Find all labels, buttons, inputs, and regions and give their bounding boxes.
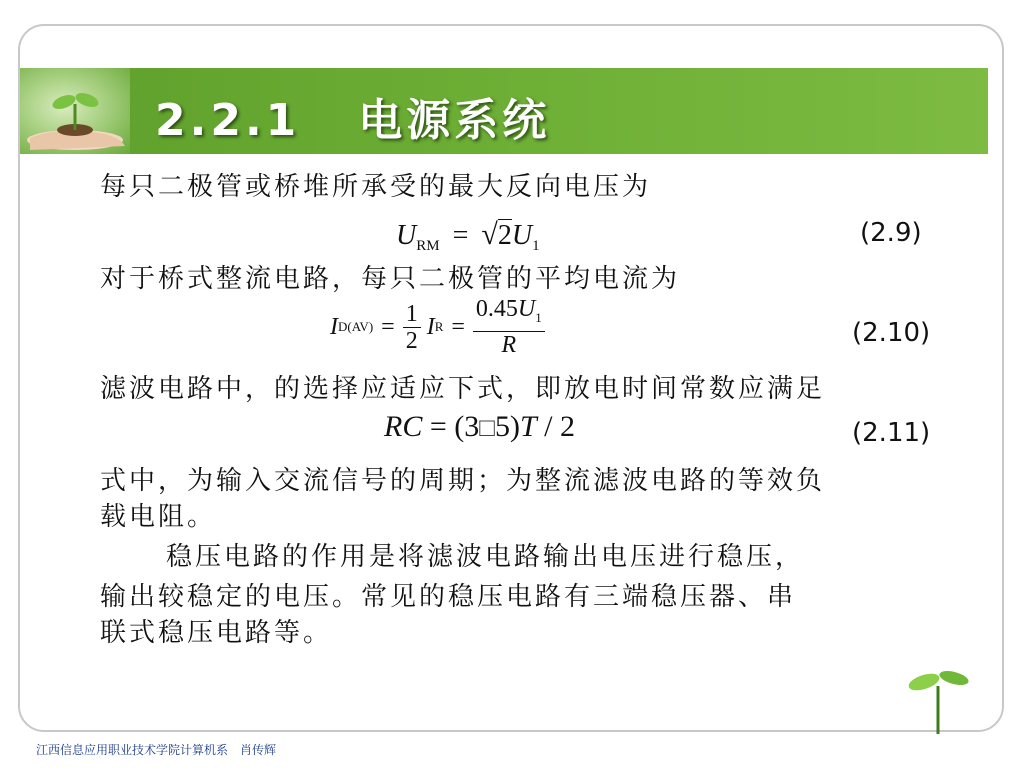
equation-number-2-10: (2.10)	[852, 318, 931, 348]
paragraph-regulator-line2: 输出较稳定的电压。常见的稳压电路有三端稳压器、串	[100, 582, 797, 612]
equation-number-2-9: (2.9)	[860, 218, 922, 248]
section-title: 电源系统	[358, 95, 551, 146]
section-number: 2.2.1	[155, 95, 301, 146]
page-title	[155, 84, 550, 148]
paragraph-max-reverse-voltage: 每只二极管或桥堆所承受的最大反向电压为	[100, 172, 652, 202]
footer-credit: 江西信息应用职业技术学院计算机系 肖传辉	[36, 743, 277, 757]
equation-2-9: $U_{RM} = √2U_1$	[396, 218, 540, 254]
paragraph-where-line1: 式中，为输入交流信号的周期；为整流滤波电路的等效负	[100, 466, 826, 496]
equation-2-10: I D(AV) = $\frac{1}{2}$ I R = $\frac{0.45U_1}{R}$	[330, 298, 545, 356]
equation-number-2-11: (2.11)	[852, 418, 931, 448]
paragraph-where-line2: 载电阻。	[100, 502, 217, 532]
sprout-icon	[902, 668, 972, 738]
hand-seedling-image	[20, 68, 130, 154]
paragraph-regulator-line1: 稳压电路的作用是将滤波电路输出电压进行稳压，	[166, 542, 805, 572]
paragraph-regulator-line3: 联式稳压电路等。	[100, 618, 333, 648]
equation-2-11: RC = (3□5)T / 2	[384, 410, 576, 443]
paragraph-filter-condition: 滤波电路中，的选择应适应下式，即放电时间常数应满足	[100, 374, 826, 404]
paragraph-average-current: 对于桥式整流电路，每只二极管的平均电流为	[100, 264, 681, 294]
